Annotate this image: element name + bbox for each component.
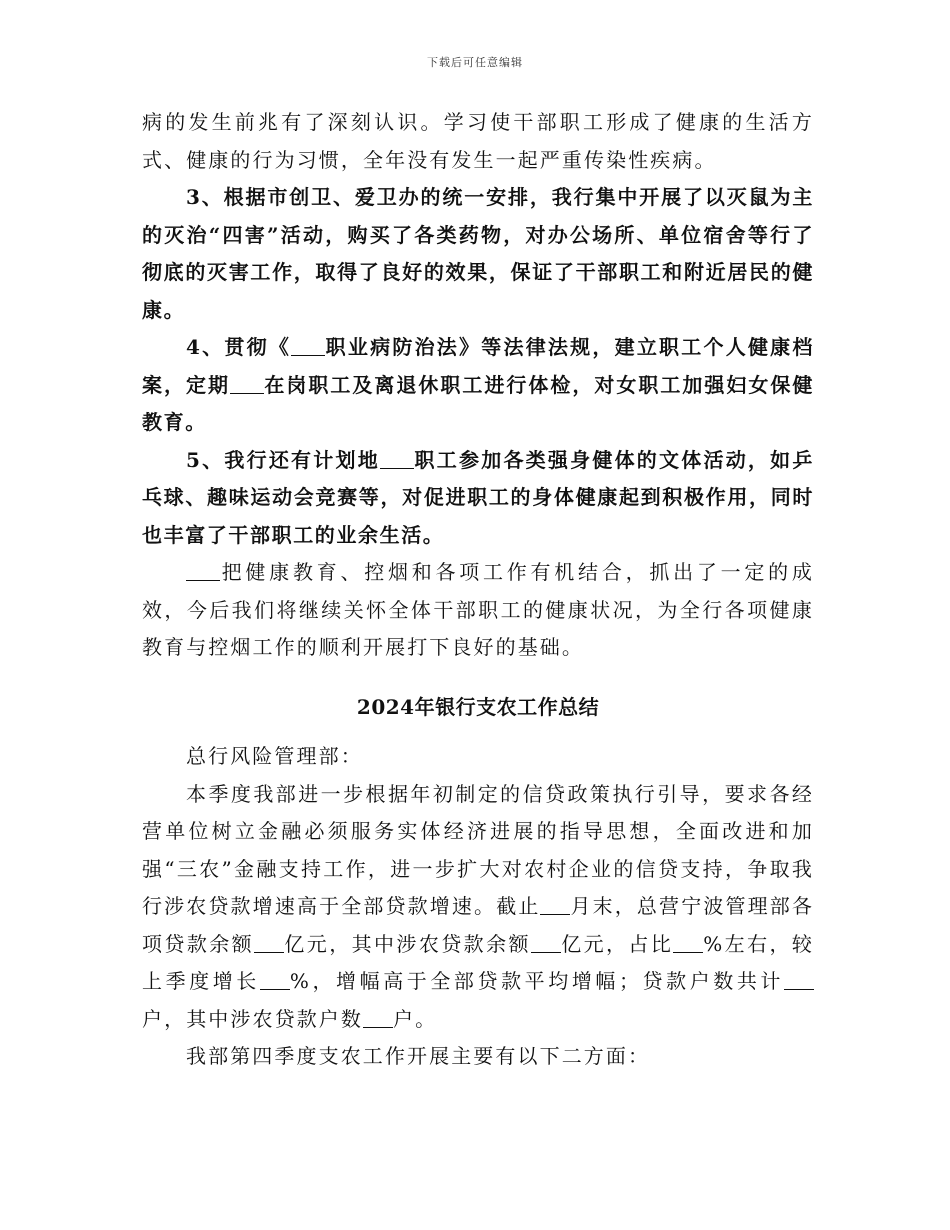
fill-blank <box>260 969 290 990</box>
fill-blank <box>673 932 703 953</box>
fill-blank <box>254 932 284 953</box>
paragraph-5-text: 把健康教育、控烟和各项工作有机结合，抓出了一定的成效，今后我们将继续关怀全体干部职工的健康状况，为全行各项健康教育与控烟工作的顺利开展打下良好的基础。 <box>142 560 814 659</box>
section-title: 2024年银行支农工作总结 <box>356 694 600 719</box>
fill-blank <box>186 560 220 581</box>
paragraph-7 <box>142 776 814 1039</box>
paragraph-3-part-a: 4、贯彻《 <box>186 335 292 359</box>
fill-blank <box>363 1007 393 1028</box>
paragraph-7-part-d: 亿元，占比 <box>560 931 674 956</box>
paragraph-4-part-a: 5、我行还有计划地 <box>186 447 380 472</box>
paragraph-7-part-h: 户。 <box>393 1006 438 1031</box>
paragraph-6: 总行风险管理部： <box>186 744 363 768</box>
paragraph-8: 我部第四季度支农工作开展主要有以下二方面： <box>186 1044 651 1068</box>
paragraph-7-part-f: %，增幅高于全部贷款平均增幅；贷款户数共计 <box>289 969 785 993</box>
paragraph-7-part-a: 本季度我部进一步根据年初制定的信贷政策执行引导，要求各经营单位树立金融必须服务实体经济进展的指导思想，全面改进和加强“三农”金融支持工作，进一步扩大对农村企业的信贷支持，争取我行涉农贷款增速高于全部贷款增速。截止 <box>142 781 814 918</box>
paragraph-1: 病的发生前兆有了深刻认识。学习使干部职工形成了健康的生活方式、健康的行为习惯，全年没有发生一起严重传染性疾病。 <box>142 110 814 172</box>
paragraph-7-part-e: %左右，较上季度增长 <box>142 931 815 993</box>
paragraph-7-part-c: 亿元，其中涉农贷款余额 <box>284 931 531 956</box>
paragraph-7-part-g: 户，其中涉农贷款户数 <box>142 1006 363 1031</box>
fill-blank <box>531 932 561 953</box>
paragraph-4 <box>142 442 814 555</box>
page-header: 下载后可任意编辑 <box>427 56 523 69</box>
fill-blank <box>540 894 570 915</box>
fill-blank <box>230 373 264 394</box>
fill-blank <box>291 335 325 356</box>
paragraph-3-part-c: 在岗职工及离退休职工进行体检，对女职工加强妇女保健教育。 <box>142 372 814 434</box>
paragraph-5 <box>142 554 814 667</box>
paragraph-7-part-b: 月末，总营宁波管理部各项贷款余额 <box>142 894 814 956</box>
fill-blank <box>380 448 414 469</box>
paragraph-3-part-b: 职业病防治法》等法律法规，建立职工个人健康档案，定期 <box>142 335 814 397</box>
document-body <box>142 104 814 1076</box>
fill-blank <box>784 969 814 990</box>
paragraph-3 <box>142 329 814 442</box>
paragraph-2: 3、根据市创卫、爱卫办的统一安排，我行集中开展了以灭鼠为主的灭治“四害”活动，购买了各类药物，对办公场所、单位宿舍等行了彻底的灭害工作，取得了良好的效果，保证了干部职工和附近居民的健康。 <box>142 185 814 322</box>
paragraph-4-part-b: 职工参加各类强身健体的文体活动，如乒乓球、趣味运动会竞赛等，对促进职工的身体健康起到积极作用，同时也丰富了干部职工的业余生活。 <box>142 447 814 547</box>
